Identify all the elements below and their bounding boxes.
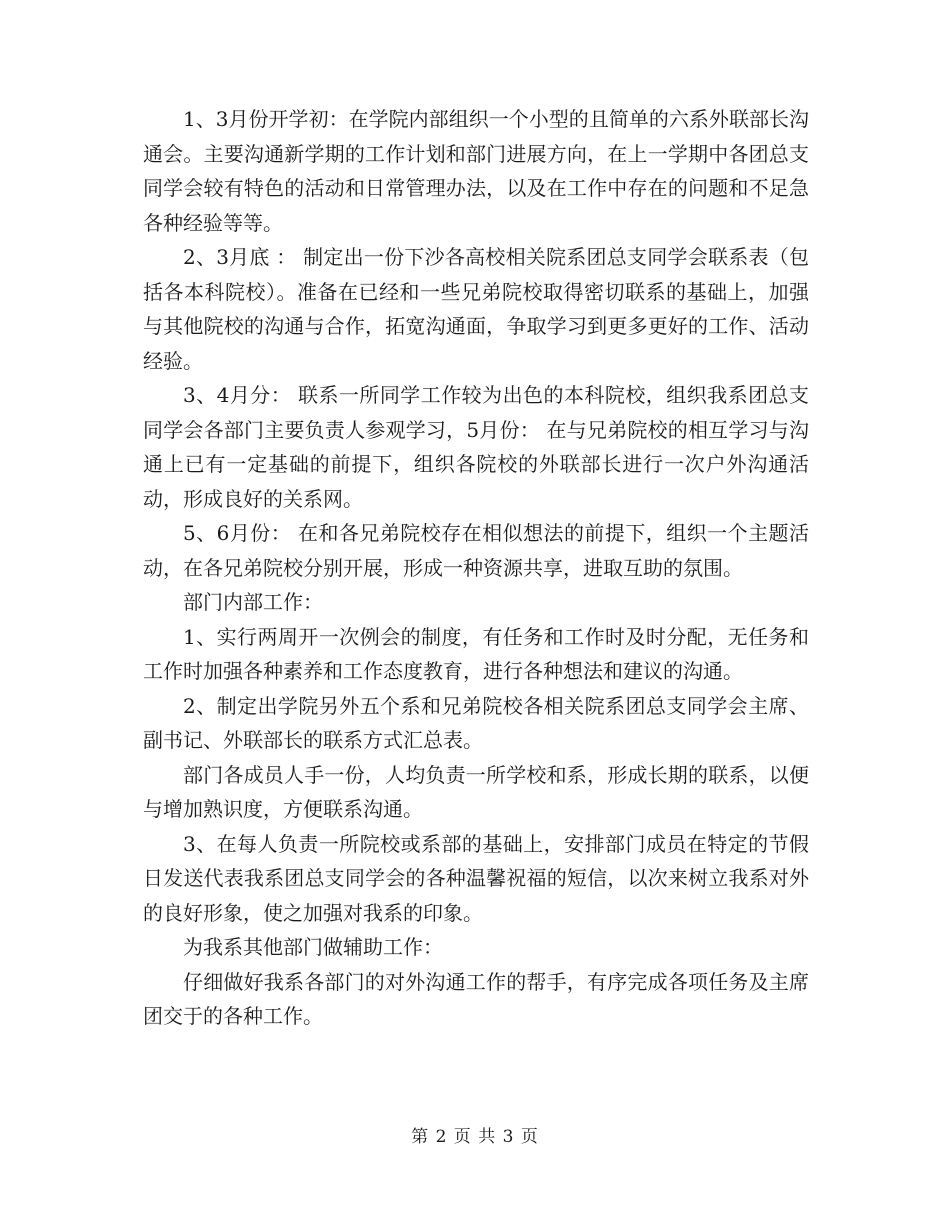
paragraph-3: 3、4月分： 联系一所同学工作较为出色的本科院校，组织我系团总支同学会各部门主要负责人参观学习，5月份： 在与兄弟院校的相互学习与沟通上已有一定基础的前提下，组织各院校的外联部长进行一次户外沟通活动，形成良好的关系网。 <box>143 383 809 511</box>
paragraph-11: 仔细做好我系各部门的对外沟通工作的帮手，有序完成各项任务及主席团交于的各种工作。 <box>143 969 809 1028</box>
paragraph-9: 3、在每人负责一所院校或系部的基础上，安排部门成员在特定的节假日发送代表我系团总支同学会的各种温馨祝福的短信，以次来树立我系对外的良好形象，使之加强对我系的印象。 <box>143 831 809 925</box>
paragraph-6: 1、实行两周开一次例会的制度，有任务和工作时及时分配，无任务和工作时加强各种素养和工作态度教育，进行各种想法和建议的沟通。 <box>143 624 809 683</box>
document-body <box>143 102 809 1034</box>
paragraph-1: 1、3月份开学初：在学院内部组织一个小型的且简单的六系外联部长沟通会。主要沟通新学期的工作计划和部门进展方向，在上一学期中各团总支同学会较有特色的活动和日常管理办法，以及在工作中存在的问题和不足急各种经验等等。 <box>143 107 809 235</box>
section-heading-internal-work: 部门内部工作： <box>183 590 323 614</box>
paragraph-7: 2、制定出学院另外五个系和兄弟院校各相关院系团总支同学会主席、副书记、外联部长的联系方式汇总表。 <box>143 693 809 752</box>
paragraph-8: 部门各成员人手一份，人均负责一所学校和系，形成长期的联系，以便与增加熟识度，方便联系沟通。 <box>143 762 809 821</box>
page-footer: 第 2 页 共 3 页 <box>411 1127 539 1147</box>
paragraph-2: 2、3月底 ： 制定出一份下沙各高校相关院系团总支同学会联系表（包括各本科院校）。准备在已经和一些兄弟院校取得密切联系的基础上，加强与其他院校的沟通与合作，拓宽沟通面，争取学习到更多更好的工作、活动经验。 <box>143 245 809 373</box>
section-heading-support-work: 为我系其他部门做辅助工作： <box>183 935 443 959</box>
paragraph-4: 5、6月份： 在和各兄弟院校存在相似想法的前提下，组织一个主题活动，在各兄弟院校分别开展，形成一种资源共享，进取互助的氛围。 <box>143 521 809 580</box>
